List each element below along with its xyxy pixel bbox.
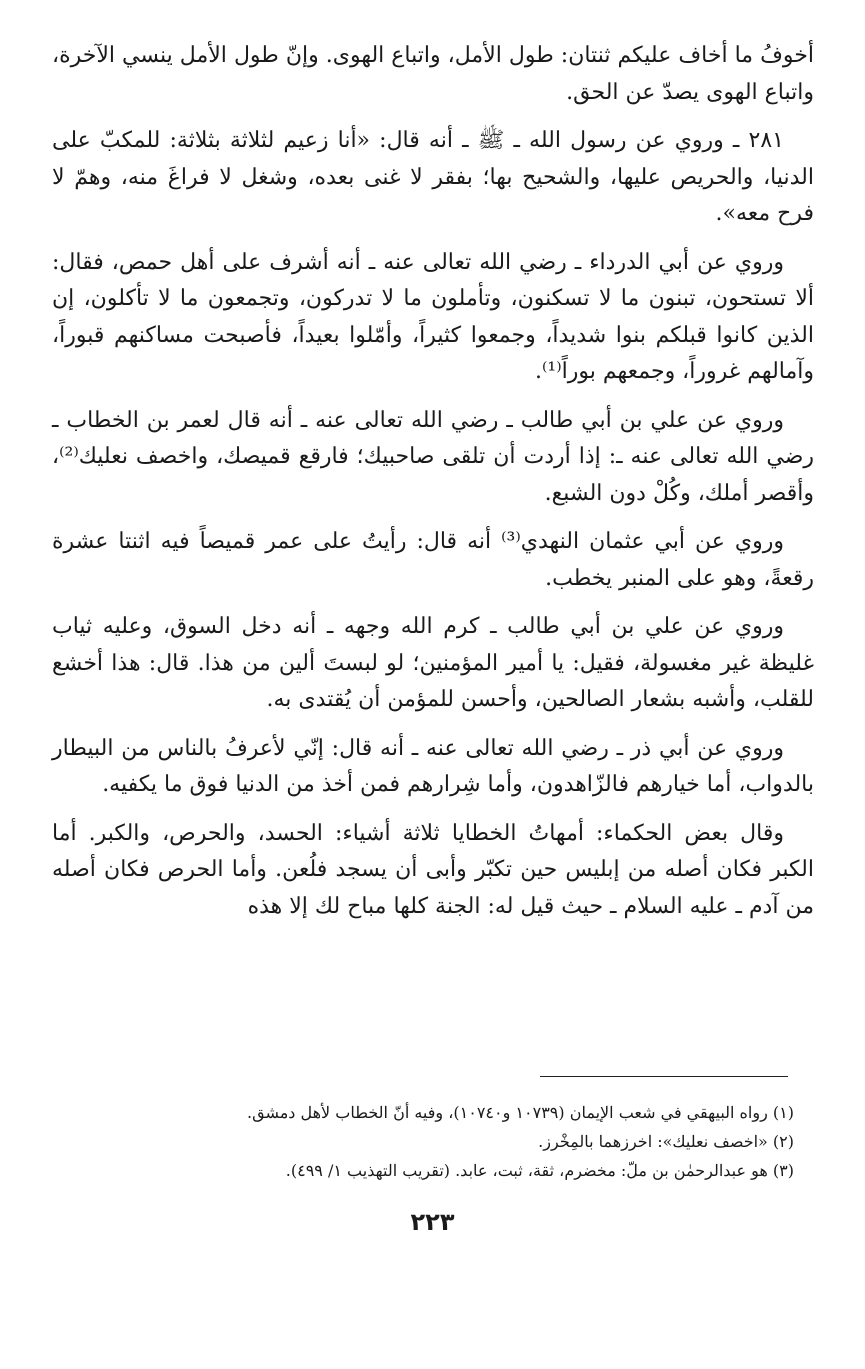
footnotes [52, 1098, 794, 1185]
paragraph-ali-to-umar: وروي عن علي بن أبي طالب ـ رضي الله تعالى عنه ـ أنه قال لعمر بن الخطاب ـ رضي الله تعالى عنه ـ: إذا أردت أن تلقى صاحبيك؛ فارقع قميصك، واخصف نعليك⁽²⁾، وأقصر أملك، وكُلْ دون الشبع. [52, 407, 814, 506]
paragraph-sages-saying: وقال بعض الحكماء: أمهاتُ الخطايا ثلاثة أشياء: الحسد، والحرص، والكبر. أما الكبر فكان أصله من إبليس حين تكبّر وأبى أن يسجد فلُعن. وأما الحرص فكان أصله من آدم ـ عليه السلام ـ حيث قيل له: الجنة كلها مباح لك إلا هذه [52, 820, 814, 919]
paragraph-abu-dharr: وروي عن أبي ذر ـ رضي الله تعالى عنه ـ أنه قال: إنّي لأعرفُ بالناس من البيطار بالدواب، أما خيارهم فالزّاهدون، وأما شِرارهم فمن أخذ من الدنيا فوق ما يكفيه. [52, 735, 814, 797]
paragraph-hadith-281: ٢٨١ ـ وروي عن رسول الله ـ ﷺ ـ أنه قال: «أنا زعيم لثلاثة بثلاثة: للمكبّ على الدنيا، والحريص عليها، والشحيح بها؛ بفقر لا غنى بعده، وشغل لا فراغَ منه، وهمّ لا فرح معه». [52, 128, 814, 226]
paragraph-abu-darda: وروي عن أبي الدرداء ـ رضي الله تعالى عنه ـ أنه أشرف على أهل حمص، فقال: ألا تستحون، تبنون ما لا تسكنون، وتأملون ما لا تدركون، وتجمعون ما لا تأكلون، إن الذين كانوا قبلكم بنوا شديداً، وجمعوا كثيراً، وأمّلوا بعيداً، فأصبحت مساكنهم قبوراً، وآمالهم غروراً، وجمعهم بوراً⁽¹⁾. [52, 249, 814, 384]
paragraph-ali-in-market: وروي عن علي بن أبي طالب ـ كرم الله وجهه ـ أنه دخل السوق، وعليه ثياب غليظة غير مغسولة، فقيل: يا أمير المؤمنين؛ لو لبستَ ألين من هذا. قال: هذا أخشع للقلب، وأشبه بشعار الصالحين، وأحسن للمؤمن أن يُقتدى به. [52, 614, 814, 712]
footnote-3: (٣) هو عبدالرحمٰن بن ملّ: مخضرم، ثقة، ثبت، عابد. (تقريب التهذيب ١/ ٤٩٩). [285, 1161, 794, 1180]
main-text [52, 38, 814, 937]
footnote-1: (١) رواه البيهقي في شعب الإيمان (١٠٧٣٩ و١٠٧٤٠)، وفيه أنّ الخطاب لأهل دمشق. [247, 1103, 794, 1122]
paragraph-opening-continuation: أخوفُ ما أخاف عليكم ثنتان: طول الأمل، واتباع الهوى. وإنّ طول الأمل ينسي الآخرة، واتباع الهوى يصدّ عن الحق. [52, 43, 814, 105]
paragraph-abu-uthman-nahdi: وروي عن أبي عثمان النهدي⁽³⁾ أنه قال: رأيتُ على عمر قميصاً فيه اثنتا عشرة رقعةً، وهو على المنبر يخطب. [52, 529, 814, 591]
footnote-separator [540, 1076, 788, 1077]
page-number: ٢٢٣ [410, 1208, 455, 1236]
footnote-2: (٢) «اخصف نعليك»: اخرزهما بالمِخْرز. [538, 1132, 794, 1151]
